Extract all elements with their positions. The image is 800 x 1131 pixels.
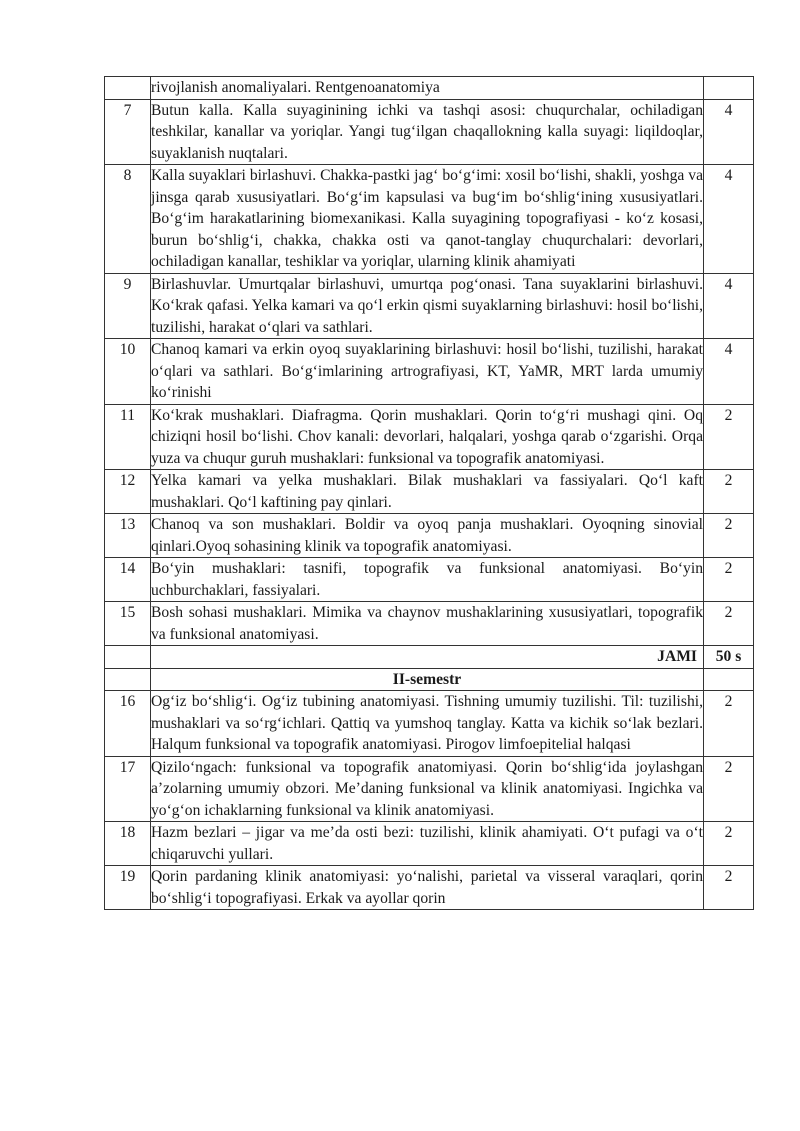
row-number: 16 <box>105 691 151 757</box>
row-topic: Bosh sohasi mushaklari. Mimika va chaynov mushaklarining xususiyatlari, topografik va funksional anatomiyasi. <box>151 602 704 646</box>
semester-row <box>105 668 754 691</box>
table-row <box>105 77 754 100</box>
row-number: 10 <box>105 339 151 405</box>
row-hours <box>704 668 754 691</box>
row-number: 9 <box>105 273 151 339</box>
row-topic: Kalla suyaklari birlashuvi. Chakka-pastki jag‘ bo‘g‘imi: xosil bo‘lishi, shakli, yoshga va jinsga qarab xususiyatlari. Bo‘g‘im kapsulasi va bug‘im bo‘shlig‘ining xususiyatlari. Bo‘g‘im harakatlarining biomexanikasi. Kalla suyagining topografiyasi - ko‘z kosasi, burun bo‘shlig‘i, chakka, chakka osti va qanot-tanglay chuqurchalari: devorlari, ochiladigan kanallar, teshiklar va yoriqlar, ularning klinik ahamiyati <box>151 165 704 274</box>
row-hours: 2 <box>704 514 754 558</box>
row-number: 17 <box>105 756 151 822</box>
row-hours: 2 <box>704 602 754 646</box>
row-number <box>105 77 151 100</box>
row-hours: 2 <box>704 404 754 470</box>
row-hours: 2 <box>704 822 754 866</box>
row-hours: 2 <box>704 866 754 910</box>
total-label: JAMI <box>151 646 704 669</box>
row-topic: Og‘iz bo‘shlig‘i. Og‘iz tubining anatomiyasi. Tishning umumiy tuzilishi. Til: tuzilishi, mushaklari va so‘rg‘ichlari. Qattiq va yumshoq tanglay. Katta va kichik so‘lak bezlari. Halqum funksional va topografik anatomiyasi. Pirogov limfoepitelial halqasi <box>151 691 704 757</box>
row-hours: 2 <box>704 691 754 757</box>
row-hours <box>704 77 754 100</box>
row-number: 12 <box>105 470 151 514</box>
table-row <box>105 602 754 646</box>
row-hours: 2 <box>704 558 754 602</box>
table-row <box>105 404 754 470</box>
row-number: 7 <box>105 99 151 165</box>
row-number: 8 <box>105 165 151 274</box>
row-topic: Birlashuvlar. Umurtqalar birlashuvi, umurtqa pog‘onasi. Tana suyaklarini birlashuvi. Ko‘krak qafasi. Yelka kamari va qo‘l erkin qismi suyaklarning birlashuvi: hosil bo‘lishi, tuzilishi, harakat o‘qlari va sathlari. <box>151 273 704 339</box>
row-number: 19 <box>105 866 151 910</box>
row-hours: 4 <box>704 339 754 405</box>
row-number: 14 <box>105 558 151 602</box>
row-topic: Ko‘krak mushaklari. Diafragma. Qorin mushaklari. Qorin to‘g‘ri mushagi qini. Oq chiziqni hosil bo‘lishi. Chov kanali: devorlari, halqalari, yoshga qarab o‘zgarishi. Orqa yuza va chuqur guruh mushaklari: funksional va topografik anatomiyasi. <box>151 404 704 470</box>
row-number: 15 <box>105 602 151 646</box>
row-hours: 2 <box>704 470 754 514</box>
table-row <box>105 756 754 822</box>
row-topic: Bo‘yin mushaklari: tasnifi, topografik va funksional anatomiyasi. Bo‘yin uchburchaklari, fassiyalari. <box>151 558 704 602</box>
table-row <box>105 273 754 339</box>
total-row <box>105 646 754 669</box>
total-value: 50 s <box>704 646 754 669</box>
table-row <box>105 822 754 866</box>
row-topic: Chanoq kamari va erkin oyoq suyaklarining birlashuvi: hosil bo‘lishi, tuzilishi, harakat o‘qlari va sathlari. Bo‘g‘imlarining artrografiyasi, KT, YaMR, MRT larda umumiy ko‘rinishi <box>151 339 704 405</box>
table-row <box>105 866 754 910</box>
table-row <box>105 339 754 405</box>
syllabus-table <box>104 76 754 910</box>
table-row <box>105 470 754 514</box>
table-row <box>105 558 754 602</box>
row-hours: 4 <box>704 99 754 165</box>
row-hours: 4 <box>704 165 754 274</box>
row-topic: Qizilo‘ngach: funksional va topografik anatomiyasi. Qorin bo‘shlig‘ida joylashgan a’zolarning umumiy obzori. Me’daning funksional va klinik anatomiyasi. Ingichka va yo‘g‘on ichaklarning funksional va klinik anatomiyasi. <box>151 756 704 822</box>
row-topic: Chanoq va son mushaklari. Boldir va oyoq panja mushaklari. Oyoqning sinovial qinlari.Oyoq sohasining klinik va topografik anatomiyasi. <box>151 514 704 558</box>
row-number <box>105 646 151 669</box>
row-hours: 2 <box>704 756 754 822</box>
row-number: 13 <box>105 514 151 558</box>
row-number <box>105 668 151 691</box>
table-row <box>105 514 754 558</box>
row-topic: Hazm bezlari – jigar va me’da osti bezi: tuzilishi, klinik ahamiyati. O‘t pufagi va o‘t chiqaruvchi yullari. <box>151 822 704 866</box>
row-number: 18 <box>105 822 151 866</box>
row-number: 11 <box>105 404 151 470</box>
semester-title: II-semestr <box>151 668 704 691</box>
row-topic: rivojlanish anomaliyalari. Rentgenoanatomiya <box>151 77 704 100</box>
table-row <box>105 691 754 757</box>
row-hours: 4 <box>704 273 754 339</box>
row-topic: Qorin pardaning klinik anatomiyasi: yo‘nalishi, parietal va visseral varaqlari, qorin bo‘shlig‘i topografiyasi. Erkak va ayollar qorin <box>151 866 704 910</box>
table-row <box>105 165 754 274</box>
table-row <box>105 99 754 165</box>
row-topic: Butun kalla. Kalla suyaginining ichki va tashqi asosi: chuqurchalar, ochiladigan teshkilar, kanallar va yoriqlar. Yangi tug‘ilgan chaqallokning kalla suyagi: liqildoqlar, suyaklanish nuqtalari. <box>151 99 704 165</box>
row-topic: Yelka kamari va yelka mushaklari. Bilak mushaklari va fassiyalari. Qo‘l kaft mushaklari. Qo‘l kaftining pay qinlari. <box>151 470 704 514</box>
